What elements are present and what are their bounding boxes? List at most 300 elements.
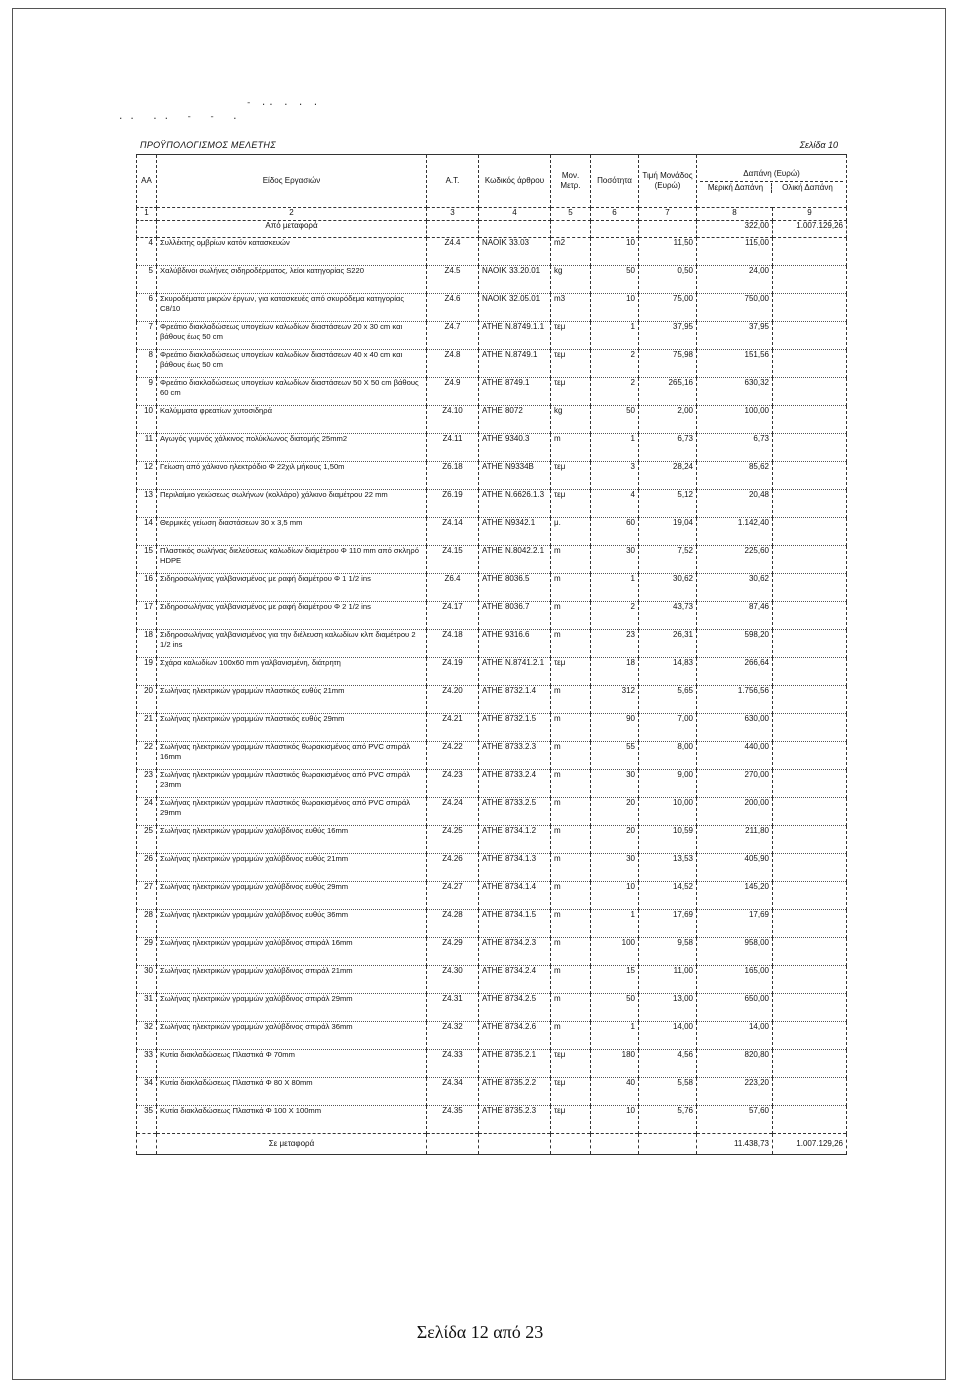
- item-partial-cost: 6,73: [697, 434, 773, 462]
- item-quantity: 90: [591, 714, 639, 742]
- item-unit-price: 10,00: [639, 798, 697, 826]
- item-number: 15: [137, 546, 157, 574]
- column-number: 4: [479, 208, 551, 221]
- item-total-cost: [773, 994, 847, 1022]
- item-description: Σωλήνας ηλεκτρικών γραμμών πλαστικός θωρακισμένος από PVC σπιράλ 23mm: [157, 770, 427, 798]
- item-quantity: 55: [591, 742, 639, 770]
- item-code: ΝΑΟΙΚ 33.03: [479, 238, 551, 266]
- item-unit-price: 11,00: [639, 966, 697, 994]
- item-unit-price: 75,98: [639, 350, 697, 378]
- item-quantity: 4: [591, 490, 639, 518]
- item-description: Συλλέκτης ομβρίων κατόν κατασκευών: [157, 238, 427, 266]
- item-unit: m: [551, 630, 591, 658]
- item-code: ΑΤΗΕ 8732.1.4: [479, 686, 551, 714]
- item-partial-cost: 405,90: [697, 854, 773, 882]
- budget-table: [136, 154, 847, 1155]
- item-code: ΑΤΗΕ 8735.2.1: [479, 1050, 551, 1078]
- item-quantity: 20: [591, 826, 639, 854]
- item-code: ΑΤΗΕ 8036.7: [479, 602, 551, 630]
- item-code: ΑΤΗΕ 8734.2.6: [479, 1022, 551, 1050]
- item-unit-price: 30,62: [639, 574, 697, 602]
- item-partial-cost: 440,00: [697, 742, 773, 770]
- item-unit-price: 5,65: [639, 686, 697, 714]
- item-unit: τεμ: [551, 462, 591, 490]
- item-description: Σωλήνας ηλεκτρικών γραμμών χαλύβδινος ευθύς 36mm: [157, 910, 427, 938]
- item-total-cost: [773, 826, 847, 854]
- item-total-cost: [773, 294, 847, 322]
- table-row: [137, 966, 847, 994]
- item-partial-cost: 85,62: [697, 462, 773, 490]
- item-number: 14: [137, 518, 157, 546]
- header-aa: ΑΑ: [137, 155, 157, 208]
- column-number: 5: [551, 208, 591, 221]
- item-number: 34: [137, 1078, 157, 1106]
- scan-artifact-2: .. .. - - .: [118, 112, 244, 122]
- item-at: Z4.6: [427, 294, 479, 322]
- item-quantity: 50: [591, 406, 639, 434]
- item-partial-cost: 598,20: [697, 630, 773, 658]
- item-unit: m: [551, 938, 591, 966]
- item-number: 33: [137, 1050, 157, 1078]
- carry-forward-label: Από μεταφορά: [157, 221, 427, 238]
- item-unit-price: 265,16: [639, 378, 697, 406]
- item-unit: m: [551, 742, 591, 770]
- item-number: 12: [137, 462, 157, 490]
- item-unit: m: [551, 994, 591, 1022]
- item-at: Z4.19: [427, 658, 479, 686]
- item-total-cost: [773, 854, 847, 882]
- item-code: ΑΤΗΕ 8749.1: [479, 378, 551, 406]
- item-partial-cost: 270,00: [697, 770, 773, 798]
- item-code: ΑΤΗΕ 8734.1.2: [479, 826, 551, 854]
- header-partial-cost: Μερική Δαπάνη: [707, 183, 764, 192]
- item-unit: m: [551, 602, 591, 630]
- item-unit-price: 5,76: [639, 1106, 697, 1134]
- item-total-cost: [773, 770, 847, 798]
- item-total-cost: [773, 1078, 847, 1106]
- item-total-cost: [773, 630, 847, 658]
- item-unit: τεμ: [551, 1050, 591, 1078]
- item-partial-cost: 87,46: [697, 602, 773, 630]
- item-partial-cost: 14,00: [697, 1022, 773, 1050]
- carry-forward-total: 1.007.129,26: [773, 221, 847, 238]
- item-number: 19: [137, 658, 157, 686]
- item-number: 28: [137, 910, 157, 938]
- item-code: ΑΤΗΕ 8734.1.4: [479, 882, 551, 910]
- item-number: 31: [137, 994, 157, 1022]
- item-quantity: 3: [591, 462, 639, 490]
- item-code: ΑΤΗΕ 8734.2.5: [479, 994, 551, 1022]
- item-quantity: 30: [591, 546, 639, 574]
- item-unit-price: 6,73: [639, 434, 697, 462]
- item-description: Κυτία διακλαδώσεως Πλαστικά Φ 80 X 80mm: [157, 1078, 427, 1106]
- item-quantity: 18: [591, 658, 639, 686]
- table-row: [137, 1106, 847, 1134]
- item-quantity: 100: [591, 938, 639, 966]
- item-quantity: 1: [591, 322, 639, 350]
- item-number: 29: [137, 938, 157, 966]
- item-number: 32: [137, 1022, 157, 1050]
- item-code: ΑΤΗΕ 8734.2.4: [479, 966, 551, 994]
- item-total-cost: [773, 406, 847, 434]
- item-total-cost: [773, 238, 847, 266]
- item-total-cost: [773, 1022, 847, 1050]
- item-unit: m: [551, 686, 591, 714]
- item-total-cost: [773, 1106, 847, 1134]
- table-row: [137, 854, 847, 882]
- item-partial-cost: 223,20: [697, 1078, 773, 1106]
- item-code: ΑΤΗΕ 8732.1.5: [479, 714, 551, 742]
- table-row: [137, 714, 847, 742]
- item-quantity: 1: [591, 434, 639, 462]
- item-code: ΑΤΗΕ 8733.2.3: [479, 742, 551, 770]
- item-total-cost: [773, 574, 847, 602]
- item-description: Χαλύβδινοι σωλήνες σιδηροδέρματος, λείοι κατηγορίας S220: [157, 266, 427, 294]
- item-unit: μ.: [551, 518, 591, 546]
- item-number: 5: [137, 266, 157, 294]
- item-code: ΑΤΗΕ 8734.1.5: [479, 910, 551, 938]
- item-description: Φρεάτιο διακλαδώσεως υπογείων καλωδίων διαστάσεων 40 x 40 cm και βάθους έως 50 cm: [157, 350, 427, 378]
- item-at: Z4.27: [427, 882, 479, 910]
- item-unit: kg: [551, 266, 591, 294]
- table-row: [137, 434, 847, 462]
- item-code: ΑΤΗΕ 8735.2.2: [479, 1078, 551, 1106]
- item-number: 24: [137, 798, 157, 826]
- item-description: Κυτία διακλαδώσεως Πλαστικά Φ 70mm: [157, 1050, 427, 1078]
- item-number: 7: [137, 322, 157, 350]
- item-unit: m: [551, 434, 591, 462]
- item-number: 21: [137, 714, 157, 742]
- item-at: Z4.30: [427, 966, 479, 994]
- item-total-cost: [773, 490, 847, 518]
- item-code: ΑΤΗΕ 8734.1.3: [479, 854, 551, 882]
- item-code: ΝΑΟΙΚ 33.20.01: [479, 266, 551, 294]
- item-quantity: 10: [591, 882, 639, 910]
- item-code: ΑΤΗΕ 8733.2.5: [479, 798, 551, 826]
- item-quantity: 10: [591, 1106, 639, 1134]
- item-unit: m: [551, 1022, 591, 1050]
- item-number: 9: [137, 378, 157, 406]
- item-unit-price: 7,52: [639, 546, 697, 574]
- header-cost-label: Δαπάνη (Ευρώ): [743, 169, 800, 178]
- item-at: Z6.4: [427, 574, 479, 602]
- item-description: Σωλήνας ηλεκτρικών γραμμών χαλύβδινος σπιράλ 21mm: [157, 966, 427, 994]
- item-quantity: 2: [591, 602, 639, 630]
- item-unit-price: 7,00: [639, 714, 697, 742]
- table-row: [137, 686, 847, 714]
- table-row: [137, 938, 847, 966]
- table-row: [137, 798, 847, 826]
- item-unit-price: 5,58: [639, 1078, 697, 1106]
- table-row: [137, 462, 847, 490]
- item-number: 17: [137, 602, 157, 630]
- table-row: [137, 322, 847, 350]
- item-number: 35: [137, 1106, 157, 1134]
- item-total-cost: [773, 938, 847, 966]
- item-number: 11: [137, 434, 157, 462]
- header-cost: [697, 155, 847, 208]
- item-number: 26: [137, 854, 157, 882]
- table-row: [137, 1078, 847, 1106]
- item-total-cost: [773, 462, 847, 490]
- item-quantity: 1: [591, 574, 639, 602]
- item-unit: τεμ: [551, 658, 591, 686]
- item-at: Z4.25: [427, 826, 479, 854]
- item-unit-price: 8,00: [639, 742, 697, 770]
- scan-artifact: - .. . . .: [246, 98, 321, 108]
- item-unit: τεμ: [551, 1078, 591, 1106]
- table-row: [137, 518, 847, 546]
- item-number: 8: [137, 350, 157, 378]
- table-row: [137, 602, 847, 630]
- item-code: ΑΤΗΕ 8734.2.3: [479, 938, 551, 966]
- item-description: Σωλήνας ηλεκτρικών γραμμών χαλύβδινος ευθύς 16mm: [157, 826, 427, 854]
- table-row: [137, 742, 847, 770]
- carry-to-partial: 11.438,73: [697, 1134, 773, 1155]
- column-number: 7: [639, 208, 697, 221]
- item-total-cost: [773, 714, 847, 742]
- header-description: Είδος Εργασιών: [157, 155, 427, 208]
- table-row: [137, 1022, 847, 1050]
- item-description: Θερμικές γείωση διαστάσεων 30 x 3,5 mm: [157, 518, 427, 546]
- item-number: 23: [137, 770, 157, 798]
- item-code: ΑΤΗΕ Ν.8749.1.1: [479, 322, 551, 350]
- item-quantity: 2: [591, 350, 639, 378]
- item-description: Σωλήνας ηλεκτρικών γραμμών πλαστικός θωρακισμένος από PVC σπιράλ 29mm: [157, 798, 427, 826]
- item-partial-cost: 630,32: [697, 378, 773, 406]
- item-at: Z4.21: [427, 714, 479, 742]
- item-unit-price: 14,00: [639, 1022, 697, 1050]
- item-description: Σκυροδέματα μικρών έργων, για κατασκευές από σκυρόδεμα κατηγορίας C8/10: [157, 294, 427, 322]
- item-total-cost: [773, 546, 847, 574]
- table-row: [137, 238, 847, 266]
- item-unit-price: 13,53: [639, 854, 697, 882]
- header-unit: Μον. Μετρ.: [551, 155, 591, 208]
- item-total-cost: [773, 798, 847, 826]
- carry-to-label: Σε μεταφορά: [157, 1134, 427, 1155]
- table-row: [137, 910, 847, 938]
- item-unit-price: 43,73: [639, 602, 697, 630]
- item-at: Z4.15: [427, 546, 479, 574]
- item-total-cost: [773, 882, 847, 910]
- item-partial-cost: 1.756,56: [697, 686, 773, 714]
- item-code: ΑΤΗΕ Ν9342.1: [479, 518, 551, 546]
- table-row: [137, 630, 847, 658]
- item-partial-cost: 165,00: [697, 966, 773, 994]
- item-total-cost: [773, 434, 847, 462]
- item-number: 27: [137, 882, 157, 910]
- item-description: Σωλήνας ηλεκτρικών γραμμών χαλύβδινος σπιράλ 16mm: [157, 938, 427, 966]
- item-at: Z4.18: [427, 630, 479, 658]
- document-title: ΠΡΟΫΠΟΛΟΓΙΣΜΟΣ ΜΕΛΕΤΗΣ: [140, 140, 276, 150]
- column-number: 3: [427, 208, 479, 221]
- item-description: Φρεάτιο διακλαδώσεως υπογείων καλωδίων διαστάσεων 50 X 50 cm βάθους 60 cm: [157, 378, 427, 406]
- table-header-row: [137, 155, 847, 208]
- item-at: Z4.35: [427, 1106, 479, 1134]
- item-partial-cost: 100,00: [697, 406, 773, 434]
- table-row: [137, 378, 847, 406]
- item-unit: τεμ: [551, 350, 591, 378]
- item-partial-cost: 30,62: [697, 574, 773, 602]
- item-unit: m: [551, 714, 591, 742]
- table-row: [137, 406, 847, 434]
- item-partial-cost: 115,00: [697, 238, 773, 266]
- item-quantity: 312: [591, 686, 639, 714]
- item-quantity: 60: [591, 518, 639, 546]
- item-at: Z4.34: [427, 1078, 479, 1106]
- item-description: Σωλήνας ηλεκτρικών γραμμών χαλύβδινος ευθύς 29mm: [157, 882, 427, 910]
- item-code: ΑΤΗΕ Ν.6626.1.3: [479, 490, 551, 518]
- item-description: Σωλήνας ηλεκτρικών γραμμών χαλύβδινος ευθύς 21mm: [157, 854, 427, 882]
- item-quantity: 20: [591, 798, 639, 826]
- carry-to-row: [137, 1134, 847, 1155]
- item-unit-price: 9,00: [639, 770, 697, 798]
- item-quantity: 50: [591, 266, 639, 294]
- item-at: Z4.20: [427, 686, 479, 714]
- table-row: [137, 882, 847, 910]
- item-unit: m: [551, 882, 591, 910]
- item-total-cost: [773, 742, 847, 770]
- item-quantity: 1: [591, 910, 639, 938]
- header-at: Α.Τ.: [427, 155, 479, 208]
- item-description: Σωλήνας ηλεκτρικών γραμμών πλαστικός ευθύς 29mm: [157, 714, 427, 742]
- column-number: 9: [773, 208, 847, 221]
- item-partial-cost: 630,00: [697, 714, 773, 742]
- item-unit-price: 37,95: [639, 322, 697, 350]
- item-at: Z4.22: [427, 742, 479, 770]
- item-unit-price: 2,00: [639, 406, 697, 434]
- page-footer: Σελίδα 12 από 23: [416, 1322, 544, 1342]
- header-quantity: Ποσότητα: [591, 155, 639, 208]
- item-code: ΑΤΗΕ 8733.2.4: [479, 770, 551, 798]
- item-partial-cost: 200,00: [697, 798, 773, 826]
- item-partial-cost: 57,60: [697, 1106, 773, 1134]
- item-description: Σιδηροσωλήνας γαλβανισμένος με ραφή διαμέτρου Φ 2 1/2 ins: [157, 602, 427, 630]
- item-number: 30: [137, 966, 157, 994]
- item-description: Σωλήνας ηλεκτρικών γραμμών χαλύβδινος σπιράλ 36mm: [157, 1022, 427, 1050]
- item-total-cost: [773, 1050, 847, 1078]
- item-unit: τεμ: [551, 378, 591, 406]
- item-code: ΑΤΗΕ 8036.5: [479, 574, 551, 602]
- item-total-cost: [773, 378, 847, 406]
- item-partial-cost: 211,80: [697, 826, 773, 854]
- table-row: [137, 350, 847, 378]
- table-row: [137, 490, 847, 518]
- item-description: Καλύμματα φρεατίων χυτοσιδηρά: [157, 406, 427, 434]
- table-row: [137, 994, 847, 1022]
- item-total-cost: [773, 266, 847, 294]
- item-quantity: 50: [591, 994, 639, 1022]
- item-unit-price: 4,56: [639, 1050, 697, 1078]
- item-code: ΑΤΗΕ 9340.3: [479, 434, 551, 462]
- item-number: 25: [137, 826, 157, 854]
- item-unit: m: [551, 910, 591, 938]
- item-number: 6: [137, 294, 157, 322]
- item-partial-cost: 225,60: [697, 546, 773, 574]
- item-partial-cost: 151,56: [697, 350, 773, 378]
- item-description: Σωλήνας ηλεκτρικών γραμμών χαλύβδινος σπιράλ 29mm: [157, 994, 427, 1022]
- item-at: Z4.17: [427, 602, 479, 630]
- item-at: Z4.28: [427, 910, 479, 938]
- item-partial-cost: 17,69: [697, 910, 773, 938]
- item-partial-cost: 266,64: [697, 658, 773, 686]
- item-unit-price: 28,24: [639, 462, 697, 490]
- table-row: [137, 574, 847, 602]
- item-rows: [137, 238, 847, 1134]
- column-number: 6: [591, 208, 639, 221]
- item-unit-price: 11,50: [639, 238, 697, 266]
- column-number: 8: [697, 208, 773, 221]
- document-page-label: Σελίδα 10: [799, 140, 838, 150]
- item-partial-cost: 958,00: [697, 938, 773, 966]
- item-number: 16: [137, 574, 157, 602]
- item-unit-price: 10,59: [639, 826, 697, 854]
- item-quantity: 10: [591, 238, 639, 266]
- item-at: Z4.8: [427, 350, 479, 378]
- item-number: 18: [137, 630, 157, 658]
- item-number: 20: [137, 686, 157, 714]
- item-at: Z4.11: [427, 434, 479, 462]
- item-description: Σχάρα καλωδίων 100x60 mm γαλβανισμένη, διάτρητη: [157, 658, 427, 686]
- item-description: Αγωγός γυμνός χάλκινος πολύκλωνος διατομής 25mm2: [157, 434, 427, 462]
- item-unit-price: 14,52: [639, 882, 697, 910]
- item-unit-price: 5,12: [639, 490, 697, 518]
- item-at: Z4.31: [427, 994, 479, 1022]
- item-description: Κυτία διακλαδώσεως Πλαστικά Φ 100 X 100mm: [157, 1106, 427, 1134]
- item-at: Z4.9: [427, 378, 479, 406]
- item-unit-price: 19,04: [639, 518, 697, 546]
- table-row: [137, 826, 847, 854]
- item-description: Σωλήνας ηλεκτρικών γραμμών πλαστικός θωρακισμένος από PVC σπιράλ 16mm: [157, 742, 427, 770]
- item-total-cost: [773, 350, 847, 378]
- item-partial-cost: 24,00: [697, 266, 773, 294]
- item-total-cost: [773, 658, 847, 686]
- item-quantity: 30: [591, 854, 639, 882]
- header-code: Κωδικός άρθρου: [479, 155, 551, 208]
- item-quantity: 1: [591, 1022, 639, 1050]
- table-row: [137, 770, 847, 798]
- item-description: Σιδηροσωλήνας γαλβανισμένος με ραφή διαμέτρου Φ 1 1/2 ins: [157, 574, 427, 602]
- item-at: Z4.4: [427, 238, 479, 266]
- item-description: Πλαστικός σωλήνας διελεύσεως καλωδίων διαμέτρου Φ 110 mm από σκληρό HDPE: [157, 546, 427, 574]
- item-unit: m: [551, 770, 591, 798]
- column-number-row: [137, 208, 847, 221]
- item-unit-price: 75,00: [639, 294, 697, 322]
- item-description: Φρεάτιο διακλαδώσεως υπογείων καλωδίων διαστάσεων 20 x 30 cm και βάθους έως 50 cm: [157, 322, 427, 350]
- item-total-cost: [773, 322, 847, 350]
- item-unit: m: [551, 798, 591, 826]
- item-quantity: 40: [591, 1078, 639, 1106]
- item-at: Z4.14: [427, 518, 479, 546]
- item-total-cost: [773, 518, 847, 546]
- item-number: 4: [137, 238, 157, 266]
- item-unit-price: 26,31: [639, 630, 697, 658]
- item-unit: m: [551, 966, 591, 994]
- item-partial-cost: 1.142,40: [697, 518, 773, 546]
- item-unit-price: 14,83: [639, 658, 697, 686]
- item-unit: m: [551, 574, 591, 602]
- header-unit-price: Τιμή Μονάδος (Ευρώ): [639, 155, 697, 208]
- item-at: Z4.32: [427, 1022, 479, 1050]
- item-total-cost: [773, 966, 847, 994]
- item-at: Z4.5: [427, 266, 479, 294]
- carry-forward-partial: 322,00: [697, 221, 773, 238]
- item-code: ΑΤΗΕ Ν.8749.1: [479, 350, 551, 378]
- item-at: Z4.26: [427, 854, 479, 882]
- table-row: [137, 294, 847, 322]
- item-unit: m: [551, 854, 591, 882]
- item-at: Z6.18: [427, 462, 479, 490]
